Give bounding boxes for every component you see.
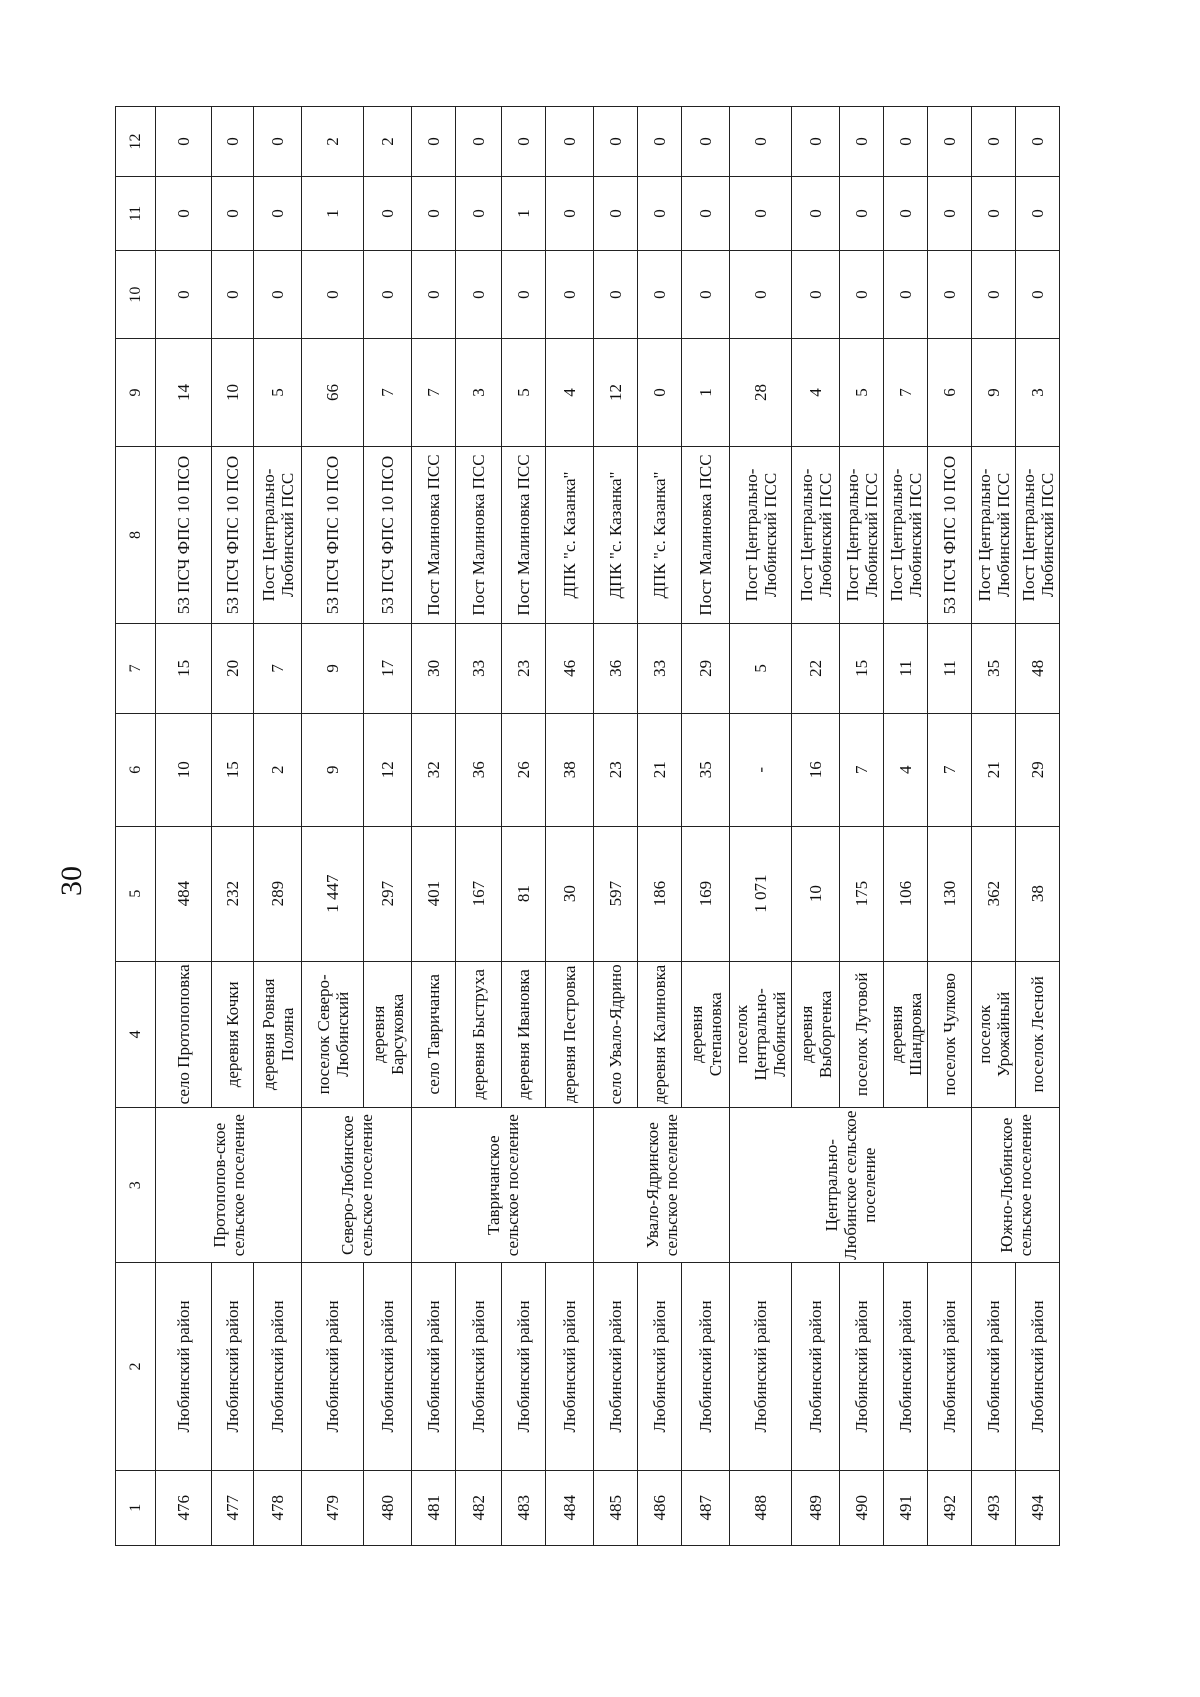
col7-cell: 5 — [730, 623, 792, 713]
col10-cell: 0 — [156, 251, 212, 339]
col5-cell: 1 447 — [302, 826, 364, 961]
locality-cell: деревня Быструха — [456, 961, 502, 1107]
unit-cell: Пост Центрально-Любинский ПСС — [730, 447, 792, 624]
col6-cell: 9 — [302, 713, 364, 826]
col5-cell: 175 — [840, 826, 884, 961]
col5-cell: 169 — [682, 826, 730, 961]
col11-cell: 0 — [638, 176, 682, 250]
col9-cell: 7 — [412, 339, 456, 447]
unit-cell: ДПК "с. Казанка" — [638, 447, 682, 624]
district-cell: Любинский район — [682, 1263, 730, 1470]
col9-cell: 7 — [884, 339, 928, 447]
col5-cell: 362 — [972, 826, 1016, 961]
district-cell: Любинский район — [972, 1263, 1016, 1470]
district-cell: Любинский район — [1016, 1263, 1060, 1470]
unit-cell: Пост Центрально-Любинский ПСС — [1016, 447, 1060, 624]
table-row — [254, 107, 302, 1546]
col5-cell: 167 — [456, 826, 502, 961]
col7-cell: 46 — [546, 623, 594, 713]
col9-cell: 28 — [730, 339, 792, 447]
col11-cell: 0 — [254, 176, 302, 250]
district-cell: Любинский район — [212, 1263, 254, 1470]
col9-cell: 10 — [212, 339, 254, 447]
settlement-cell: Увало-Ядринское сельское поселение — [594, 1108, 730, 1263]
locality-cell: деревня Кочки — [212, 961, 254, 1107]
header-cell-8: 8 — [116, 447, 156, 624]
col6-cell: 7 — [928, 713, 972, 826]
col12-cell: 0 — [156, 107, 212, 177]
table-row — [302, 107, 364, 1546]
locality-cell: деревня Ивановка — [502, 961, 546, 1107]
settlements-table — [115, 106, 1055, 1546]
header-cell-2: 2 — [116, 1263, 156, 1470]
col5-cell: 81 — [502, 826, 546, 961]
table-row — [456, 107, 502, 1546]
col9-cell: 14 — [156, 339, 212, 447]
col11-cell: 0 — [840, 176, 884, 250]
col10-cell: 0 — [412, 251, 456, 339]
district-cell: Любинский район — [546, 1263, 594, 1470]
unit-cell: Пост Центрально-Любинский ПСС — [792, 447, 840, 624]
col6-cell: 16 — [792, 713, 840, 826]
col10-cell: 0 — [792, 251, 840, 339]
col11-cell: 0 — [1016, 176, 1060, 250]
col5-cell: 106 — [884, 826, 928, 961]
col6-cell: 21 — [638, 713, 682, 826]
unit-cell: Пост Малиновка ПСС — [456, 447, 502, 624]
col9-cell: 7 — [364, 339, 412, 447]
col10-cell: 0 — [1016, 251, 1060, 339]
unit-cell: 53 ПСЧ ФПС 10 ПСО — [364, 447, 412, 624]
locality-cell: село Тавричанка — [412, 961, 456, 1107]
col11-cell: 0 — [594, 176, 638, 250]
col5-cell: 484 — [156, 826, 212, 961]
col11-cell: 0 — [156, 176, 212, 250]
col5-cell: 186 — [638, 826, 682, 961]
col12-cell: 0 — [412, 107, 456, 177]
col12-cell: 0 — [972, 107, 1016, 177]
row-number-cell: 483 — [502, 1470, 546, 1545]
col11-cell: 1 — [502, 176, 546, 250]
table-row — [928, 107, 972, 1546]
district-cell: Любинский район — [840, 1263, 884, 1470]
col6-cell: 10 — [156, 713, 212, 826]
district-cell: Любинский район — [884, 1263, 928, 1470]
row-number-cell: 490 — [840, 1470, 884, 1545]
col10-cell: 0 — [212, 251, 254, 339]
col9-cell: 3 — [456, 339, 502, 447]
table-row — [364, 107, 412, 1546]
row-number-cell: 494 — [1016, 1470, 1060, 1545]
col11-cell: 0 — [546, 176, 594, 250]
col10-cell: 0 — [594, 251, 638, 339]
col12-cell: 0 — [928, 107, 972, 177]
col9-cell: 0 — [638, 339, 682, 447]
col10-cell: 0 — [730, 251, 792, 339]
locality-cell: поселок Лесной — [1016, 961, 1060, 1107]
col11-cell: 0 — [456, 176, 502, 250]
col10-cell: 0 — [364, 251, 412, 339]
col7-cell: 9 — [302, 623, 364, 713]
district-cell: Любинский район — [302, 1263, 364, 1470]
locality-cell: деревня Пестровка — [546, 961, 594, 1107]
col12-cell: 0 — [1016, 107, 1060, 177]
settlement-cell: Центрально-Любинское сельское поселение — [730, 1108, 972, 1263]
col5-cell: 232 — [212, 826, 254, 961]
header-cell-3: 3 — [116, 1108, 156, 1263]
table-row — [792, 107, 840, 1546]
table-row — [594, 107, 638, 1546]
locality-cell: деревня Шандровка — [884, 961, 928, 1107]
col5-cell: 10 — [792, 826, 840, 961]
row-number-cell: 492 — [928, 1470, 972, 1545]
unit-cell: 53 ПСЧ ФПС 10 ПСО — [212, 447, 254, 624]
col5-cell: 130 — [928, 826, 972, 961]
locality-cell: село Протопоповка — [156, 961, 212, 1107]
col12-cell: 0 — [502, 107, 546, 177]
col7-cell: 15 — [156, 623, 212, 713]
row-number-cell: 476 — [156, 1470, 212, 1545]
locality-cell: деревня Барсуковка — [364, 961, 412, 1107]
row-number-cell: 493 — [972, 1470, 1016, 1545]
locality-cell: деревня Ровная Поляна — [254, 961, 302, 1107]
unit-cell: 53 ПСЧ ФПС 10 ПСО — [302, 447, 364, 624]
col10-cell: 0 — [302, 251, 364, 339]
col10-cell: 0 — [682, 251, 730, 339]
col12-cell: 0 — [792, 107, 840, 177]
col7-cell: 48 — [1016, 623, 1060, 713]
col7-cell: 36 — [594, 623, 638, 713]
unit-cell: Пост Малиновка ПСС — [412, 447, 456, 624]
col7-cell: 11 — [928, 623, 972, 713]
col7-cell: 23 — [502, 623, 546, 713]
locality-cell: деревня Выборгенка — [792, 961, 840, 1107]
district-cell: Любинский район — [156, 1263, 212, 1470]
col11-cell: 0 — [364, 176, 412, 250]
col7-cell: 17 — [364, 623, 412, 713]
col11-cell: 0 — [212, 176, 254, 250]
header-row — [116, 107, 156, 1546]
col10-cell: 0 — [546, 251, 594, 339]
header-cell-7: 7 — [116, 623, 156, 713]
table-row — [1016, 107, 1060, 1546]
col6-cell: 4 — [884, 713, 928, 826]
col9-cell: 12 — [594, 339, 638, 447]
row-number-cell: 489 — [792, 1470, 840, 1545]
col9-cell: 4 — [546, 339, 594, 447]
page-number: 30 — [55, 866, 88, 896]
col6-cell: 15 — [212, 713, 254, 826]
col10-cell: 0 — [840, 251, 884, 339]
row-number-cell: 479 — [302, 1470, 364, 1545]
header-cell-9: 9 — [116, 339, 156, 447]
col12-cell: 0 — [638, 107, 682, 177]
col9-cell: 3 — [1016, 339, 1060, 447]
table-row — [972, 107, 1016, 1546]
col12-cell: 0 — [884, 107, 928, 177]
table-row — [502, 107, 546, 1546]
unit-cell: ДПК "с. Казанка" — [546, 447, 594, 624]
col7-cell: 35 — [972, 623, 1016, 713]
col6-cell: 35 — [682, 713, 730, 826]
district-cell: Любинский район — [638, 1263, 682, 1470]
district-cell: Любинский район — [502, 1263, 546, 1470]
table-row — [638, 107, 682, 1546]
col6-cell: 38 — [546, 713, 594, 826]
unit-cell: Пост Малиновка ПСС — [682, 447, 730, 624]
locality-cell: деревня Калиновка — [638, 961, 682, 1107]
table-row — [412, 107, 456, 1546]
locality-cell: поселок Урожайный — [972, 961, 1016, 1107]
district-cell: Любинский район — [254, 1263, 302, 1470]
table-row — [840, 107, 884, 1546]
col7-cell: 7 — [254, 623, 302, 713]
col12-cell: 0 — [212, 107, 254, 177]
header-cell-6: 6 — [116, 713, 156, 826]
unit-cell: Пост Центрально-Любинский ПСС — [254, 447, 302, 624]
unit-cell: Пост Малиновка ПСС — [502, 447, 546, 624]
col11-cell: 0 — [928, 176, 972, 250]
unit-cell: 53 ПСЧ ФПС 10 ПСО — [928, 447, 972, 624]
col6-cell: 21 — [972, 713, 1016, 826]
col6-cell: 7 — [840, 713, 884, 826]
col7-cell: 20 — [212, 623, 254, 713]
col7-cell: 30 — [412, 623, 456, 713]
col11-cell: 0 — [792, 176, 840, 250]
table-row — [546, 107, 594, 1546]
col11-cell: 1 — [302, 176, 364, 250]
header-cell-12: 12 — [116, 107, 156, 177]
col7-cell: 33 — [638, 623, 682, 713]
settlement-cell: Южно-Любинское сельское поселение — [972, 1108, 1060, 1263]
locality-cell: поселок Северо-Любинский — [302, 961, 364, 1107]
unit-cell: ДПК "с. Казанка" — [594, 447, 638, 624]
header-cell-5: 5 — [116, 826, 156, 961]
row-number-cell: 481 — [412, 1470, 456, 1545]
locality-cell: поселок Лутовой — [840, 961, 884, 1107]
col12-cell: 0 — [730, 107, 792, 177]
col12-cell: 0 — [594, 107, 638, 177]
col5-cell: 1 071 — [730, 826, 792, 961]
col10-cell: 0 — [456, 251, 502, 339]
col6-cell: 26 — [502, 713, 546, 826]
col12-cell: 0 — [456, 107, 502, 177]
locality-cell: деревня Степановка — [682, 961, 730, 1107]
col7-cell: 15 — [840, 623, 884, 713]
data-table — [115, 106, 1060, 1546]
col5-cell: 289 — [254, 826, 302, 961]
col12-cell: 0 — [546, 107, 594, 177]
col5-cell: 38 — [1016, 826, 1060, 961]
settlement-cell: Северо-Любинское сельское поселение — [302, 1108, 412, 1263]
row-number-cell: 487 — [682, 1470, 730, 1545]
col12-cell: 2 — [302, 107, 364, 177]
col5-cell: 597 — [594, 826, 638, 961]
col12-cell: 0 — [682, 107, 730, 177]
col9-cell: 4 — [792, 339, 840, 447]
district-cell: Любинский район — [456, 1263, 502, 1470]
unit-cell: Пост Центрально-Любинский ПСС — [840, 447, 884, 624]
district-cell: Любинский район — [730, 1263, 792, 1470]
col10-cell: 0 — [638, 251, 682, 339]
row-number-cell: 484 — [546, 1470, 594, 1545]
col11-cell: 0 — [412, 176, 456, 250]
table-row — [884, 107, 928, 1546]
locality-cell: поселок Центрально-Любинский — [730, 961, 792, 1107]
unit-cell: 53 ПСЧ ФПС 10 ПСО — [156, 447, 212, 624]
district-cell: Любинский район — [412, 1263, 456, 1470]
col9-cell: 5 — [840, 339, 884, 447]
settlement-cell: Протопопов-ское сельское поселение — [156, 1108, 302, 1263]
col7-cell: 29 — [682, 623, 730, 713]
col6-cell: - — [730, 713, 792, 826]
col6-cell: 36 — [456, 713, 502, 826]
col10-cell: 0 — [928, 251, 972, 339]
col5-cell: 401 — [412, 826, 456, 961]
col6-cell: 2 — [254, 713, 302, 826]
col7-cell: 22 — [792, 623, 840, 713]
header-cell-1: 1 — [116, 1470, 156, 1545]
row-number-cell: 485 — [594, 1470, 638, 1545]
col5-cell: 30 — [546, 826, 594, 961]
table-row — [212, 107, 254, 1546]
col9-cell: 5 — [254, 339, 302, 447]
unit-cell: Пост Центрально-Любинский ПСС — [884, 447, 928, 624]
col7-cell: 33 — [456, 623, 502, 713]
col11-cell: 0 — [972, 176, 1016, 250]
locality-cell: село Увало-Ядрино — [594, 961, 638, 1107]
table-row — [730, 107, 792, 1546]
district-cell: Любинский район — [594, 1263, 638, 1470]
district-cell: Любинский район — [364, 1263, 412, 1470]
col6-cell: 23 — [594, 713, 638, 826]
col9-cell: 9 — [972, 339, 1016, 447]
col11-cell: 0 — [730, 176, 792, 250]
table-row — [156, 107, 212, 1546]
col6-cell: 29 — [1016, 713, 1060, 826]
col6-cell: 32 — [412, 713, 456, 826]
row-number-cell: 482 — [456, 1470, 502, 1545]
row-number-cell: 478 — [254, 1470, 302, 1545]
col9-cell: 66 — [302, 339, 364, 447]
row-number-cell: 477 — [212, 1470, 254, 1545]
settlement-cell: Тавричанское сельское поселение — [412, 1108, 594, 1263]
row-number-cell: 491 — [884, 1470, 928, 1545]
col11-cell: 0 — [682, 176, 730, 250]
row-number-cell: 480 — [364, 1470, 412, 1545]
col10-cell: 0 — [502, 251, 546, 339]
header-cell-4: 4 — [116, 961, 156, 1107]
col6-cell: 12 — [364, 713, 412, 826]
col9-cell: 1 — [682, 339, 730, 447]
col11-cell: 0 — [884, 176, 928, 250]
table-row — [682, 107, 730, 1546]
col12-cell: 0 — [254, 107, 302, 177]
locality-cell: поселок Чулково — [928, 961, 972, 1107]
district-cell: Любинский район — [792, 1263, 840, 1470]
col7-cell: 11 — [884, 623, 928, 713]
header-cell-11: 11 — [116, 176, 156, 250]
col9-cell: 6 — [928, 339, 972, 447]
row-number-cell: 488 — [730, 1470, 792, 1545]
col12-cell: 0 — [840, 107, 884, 177]
col10-cell: 0 — [254, 251, 302, 339]
col10-cell: 0 — [884, 251, 928, 339]
unit-cell: Пост Центрально-Любинский ПСС — [972, 447, 1016, 624]
district-cell: Любинский район — [928, 1263, 972, 1470]
row-number-cell: 486 — [638, 1470, 682, 1545]
header-cell-10: 10 — [116, 251, 156, 339]
col10-cell: 0 — [972, 251, 1016, 339]
col9-cell: 5 — [502, 339, 546, 447]
col5-cell: 297 — [364, 826, 412, 961]
col12-cell: 2 — [364, 107, 412, 177]
